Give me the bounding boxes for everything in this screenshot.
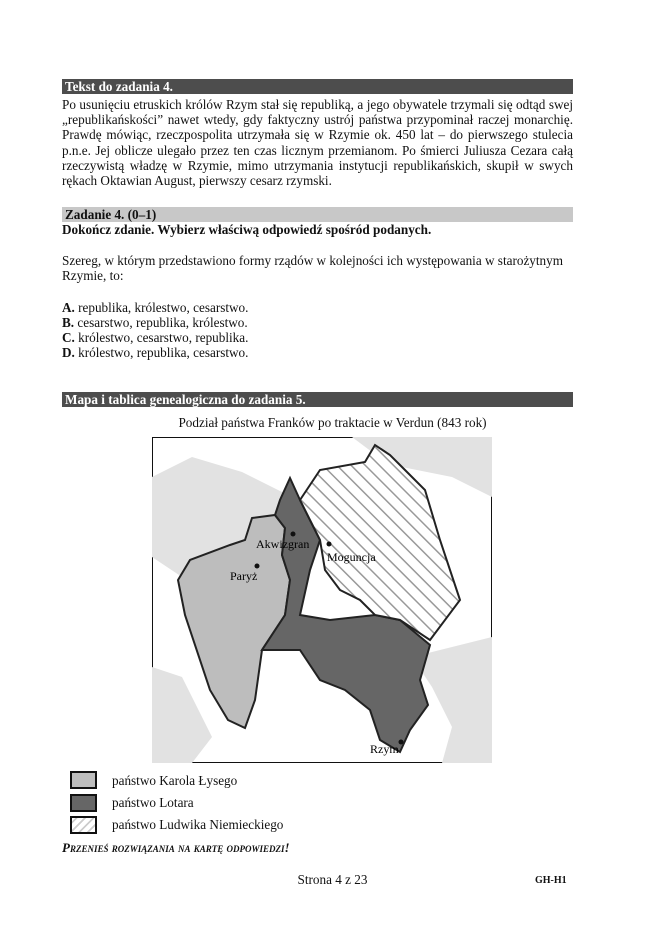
section-header-text: Tekst do zadania 4. <box>62 79 573 94</box>
city-label: Moguncja <box>327 550 376 564</box>
city-label: Rzym <box>370 742 399 756</box>
legend-label: państwo Karola Łysego <box>112 773 238 788</box>
city-dot <box>291 532 296 537</box>
section-header-map: Mapa i tablica genealogiczna do zadania 5. <box>62 392 573 407</box>
exam-code: GH-H1 <box>535 875 567 886</box>
option-letter: A. <box>62 300 75 315</box>
option-text: cesarstwo, republika, królestwo. <box>74 315 248 330</box>
city-label: Akwizgran <box>256 537 310 551</box>
legend-swatch-lotar <box>70 794 97 812</box>
legend-label: państwo Lotara <box>112 795 194 810</box>
city-dot <box>399 740 404 745</box>
option-letter: C. <box>62 330 75 345</box>
option-letter: B. <box>62 315 75 330</box>
task-instruction: Dokończ zdanie. Wybierz właściwą odpowiedź spośród podanych. <box>62 222 432 237</box>
task-question: Szereg, w którym przedstawiono formy rządów w kolejności ich występowania w starożytnym Rzymie, to: <box>62 253 563 284</box>
option-b[interactable] <box>62 315 248 330</box>
legend-swatch-karol <box>70 771 97 789</box>
option-text: republika, królestwo, cesarstwo. <box>74 300 249 315</box>
legend-swatch-ludwik <box>70 816 97 834</box>
source-text: Po usunięciu etruskich królów Rzym stał się republiką, a jego obywatele trzymali się odtąd swej „republikańskości” nawet wtedy, gdy faktyczny ustrój państwa przypominał raczej monarchię. Prawdę mówiąc, rzeczpospolita utrzymała się w Rzymie ok. 450 lat – do pierwszego stulecia p.n.e. Jej oblicze ulegało przez ten czas licznym przemianom. Po śmierci Juliusza Cezara całą rzeczywistą władzę w Rzymie, mimo utrzymania instytucji republikańskich, skupił w swych rękach Oktawian August, pierwszy cesarz rzymski. <box>62 97 573 189</box>
legend-label: państwo Ludwika Niemieckiego <box>112 817 284 832</box>
city-label: Paryż <box>230 569 258 583</box>
option-a[interactable] <box>62 300 248 315</box>
option-d[interactable] <box>62 345 248 360</box>
task-header: Zadanie 4. (0–1) <box>62 207 573 222</box>
transfer-notice: Przenieś rozwiązania na kartę odpowiedzi! <box>62 840 290 855</box>
option-text: królestwo, republika, cesarstwo. <box>74 345 249 360</box>
city-dot <box>327 542 332 547</box>
city-dot <box>255 564 260 569</box>
map-title: Podział państwa Franków po traktacie w Verdun (843 rok) <box>178 415 487 430</box>
option-c[interactable] <box>62 330 248 345</box>
page-number: Strona 4 z 23 <box>297 872 368 887</box>
map <box>152 437 492 763</box>
option-text: królestwo, cesarstwo, republika. <box>74 330 249 345</box>
option-letter: D. <box>62 345 75 360</box>
